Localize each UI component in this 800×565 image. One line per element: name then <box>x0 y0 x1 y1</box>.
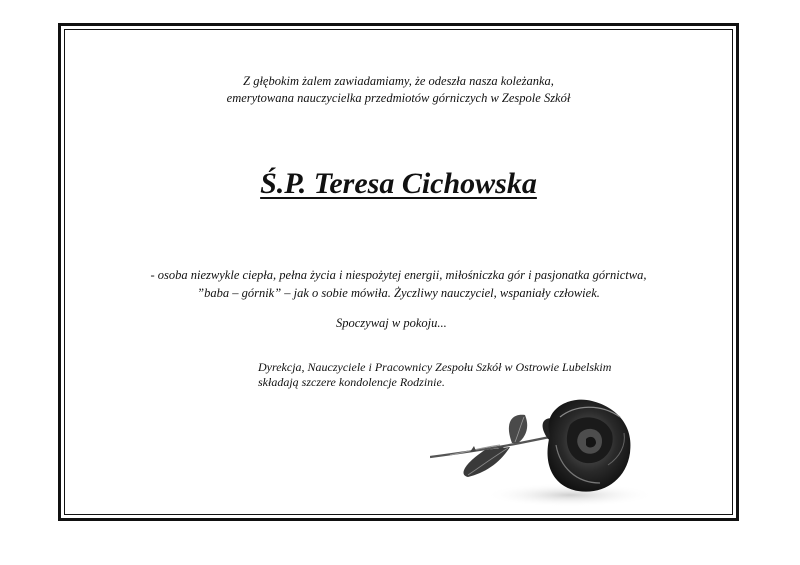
rose-thorn <box>470 446 476 452</box>
description-line-1: - osoba niezwykle ciepła, pełna życia i niespożytej energii, miłośniczka gór i pasjonatka górnictwa, <box>150 268 647 282</box>
deceased-name <box>64 166 733 202</box>
intro-line-2: emerytowana nauczycielka przedmiotów górniczych w Zespole Szkół <box>226 91 571 105</box>
rose-icon <box>430 395 660 510</box>
signature-line-1: Dyrekcja, Nauczyciele i Pracownicy Zespołu Szkół w Ostrowie Lubelskim <box>258 360 612 374</box>
description-line-2: ”baba – górnik” – jak o sobie mówiła. Życzliwy nauczyciel, wspaniały człowiek. <box>197 286 600 300</box>
rest-in-peace: Spoczywaj w pokoju... <box>336 316 447 330</box>
signature-line-2: składają szczere kondolencje Rodzinie. <box>258 375 445 389</box>
rose-leaf <box>509 415 527 443</box>
deceased-name-text: Ś.P. Teresa Cichowska <box>260 167 537 200</box>
intro-line-1: Z głębokim żalem zawiadamiamy, że odeszła nasza koleżanka, <box>243 74 554 88</box>
